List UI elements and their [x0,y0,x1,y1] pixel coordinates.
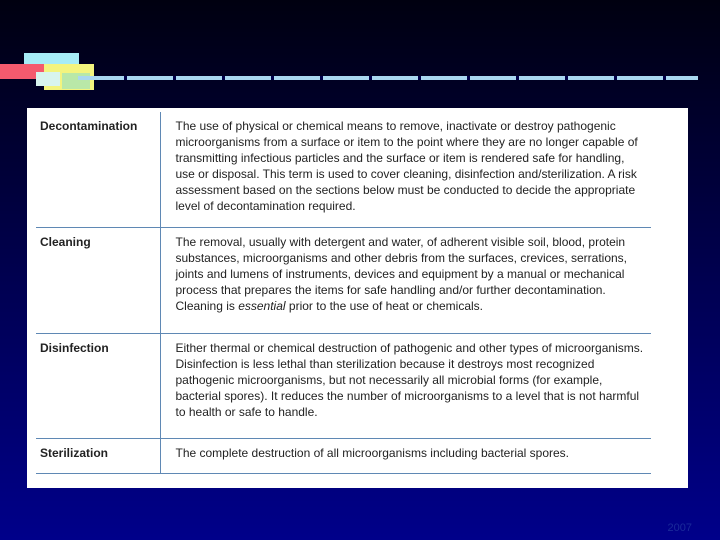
definitions-panel [27,108,688,488]
definition-cleaning-emphasis: essential [238,298,286,313]
table-row [36,333,651,438]
definition-cleaning-text-before: The removal, usually with detergent and water, of adherent visible soil, blood, protein substances, microorganisms and other debris from the surfaces, crevices, serrations, joints and lumens of instruments, devices and equipment by a manual or mechanical process that prepares the items for safe handling and/or further decontamination. Cleaning is [175,234,628,313]
decor-square-light [36,72,60,86]
term-cleaning: Cleaning [36,227,160,333]
table-row [36,227,651,333]
slide-year: 2007 [667,522,692,534]
definition-disinfection: Either thermal or chemical destruction of pathogenic and other types of microorganisms. Disinfection is less lethal than sterilization because it destroys most recognized pathogenic microorganisms, but not necessarily all microbial forms (for example, bacterial spores). It reduces the number of microorganisms to a level that is not harmful to health or safe to handle. [160,333,651,438]
term-disinfection: Disinfection [36,333,160,438]
table-row [36,438,651,473]
definition-sterilization: The complete destruction of all microorganisms including bacterial spores. [160,438,651,473]
definition-cleaning-text-after: prior to the use of heat or chemicals. [285,298,484,313]
term-sterilization: Sterilization [36,438,160,473]
definitions-table [36,112,651,474]
title-rule-line [78,76,698,80]
table-row [36,112,651,227]
term-decontamination: Decontamination [36,112,160,227]
definition-cleaning [160,227,651,333]
definition-decontamination: The use of physical or chemical means to remove, inactivate or destroy pathogenic microorganisms from a surface or item to the point where they are no longer capable of transmitting infectious particles and the surface or item is rendered safe for handling, use or disposal. This term is used to cover cleaning, disinfection and/sterilization. A risk assessment based on the sections below must be conducted to decide the appropriate level of decontamination required. [160,112,651,227]
